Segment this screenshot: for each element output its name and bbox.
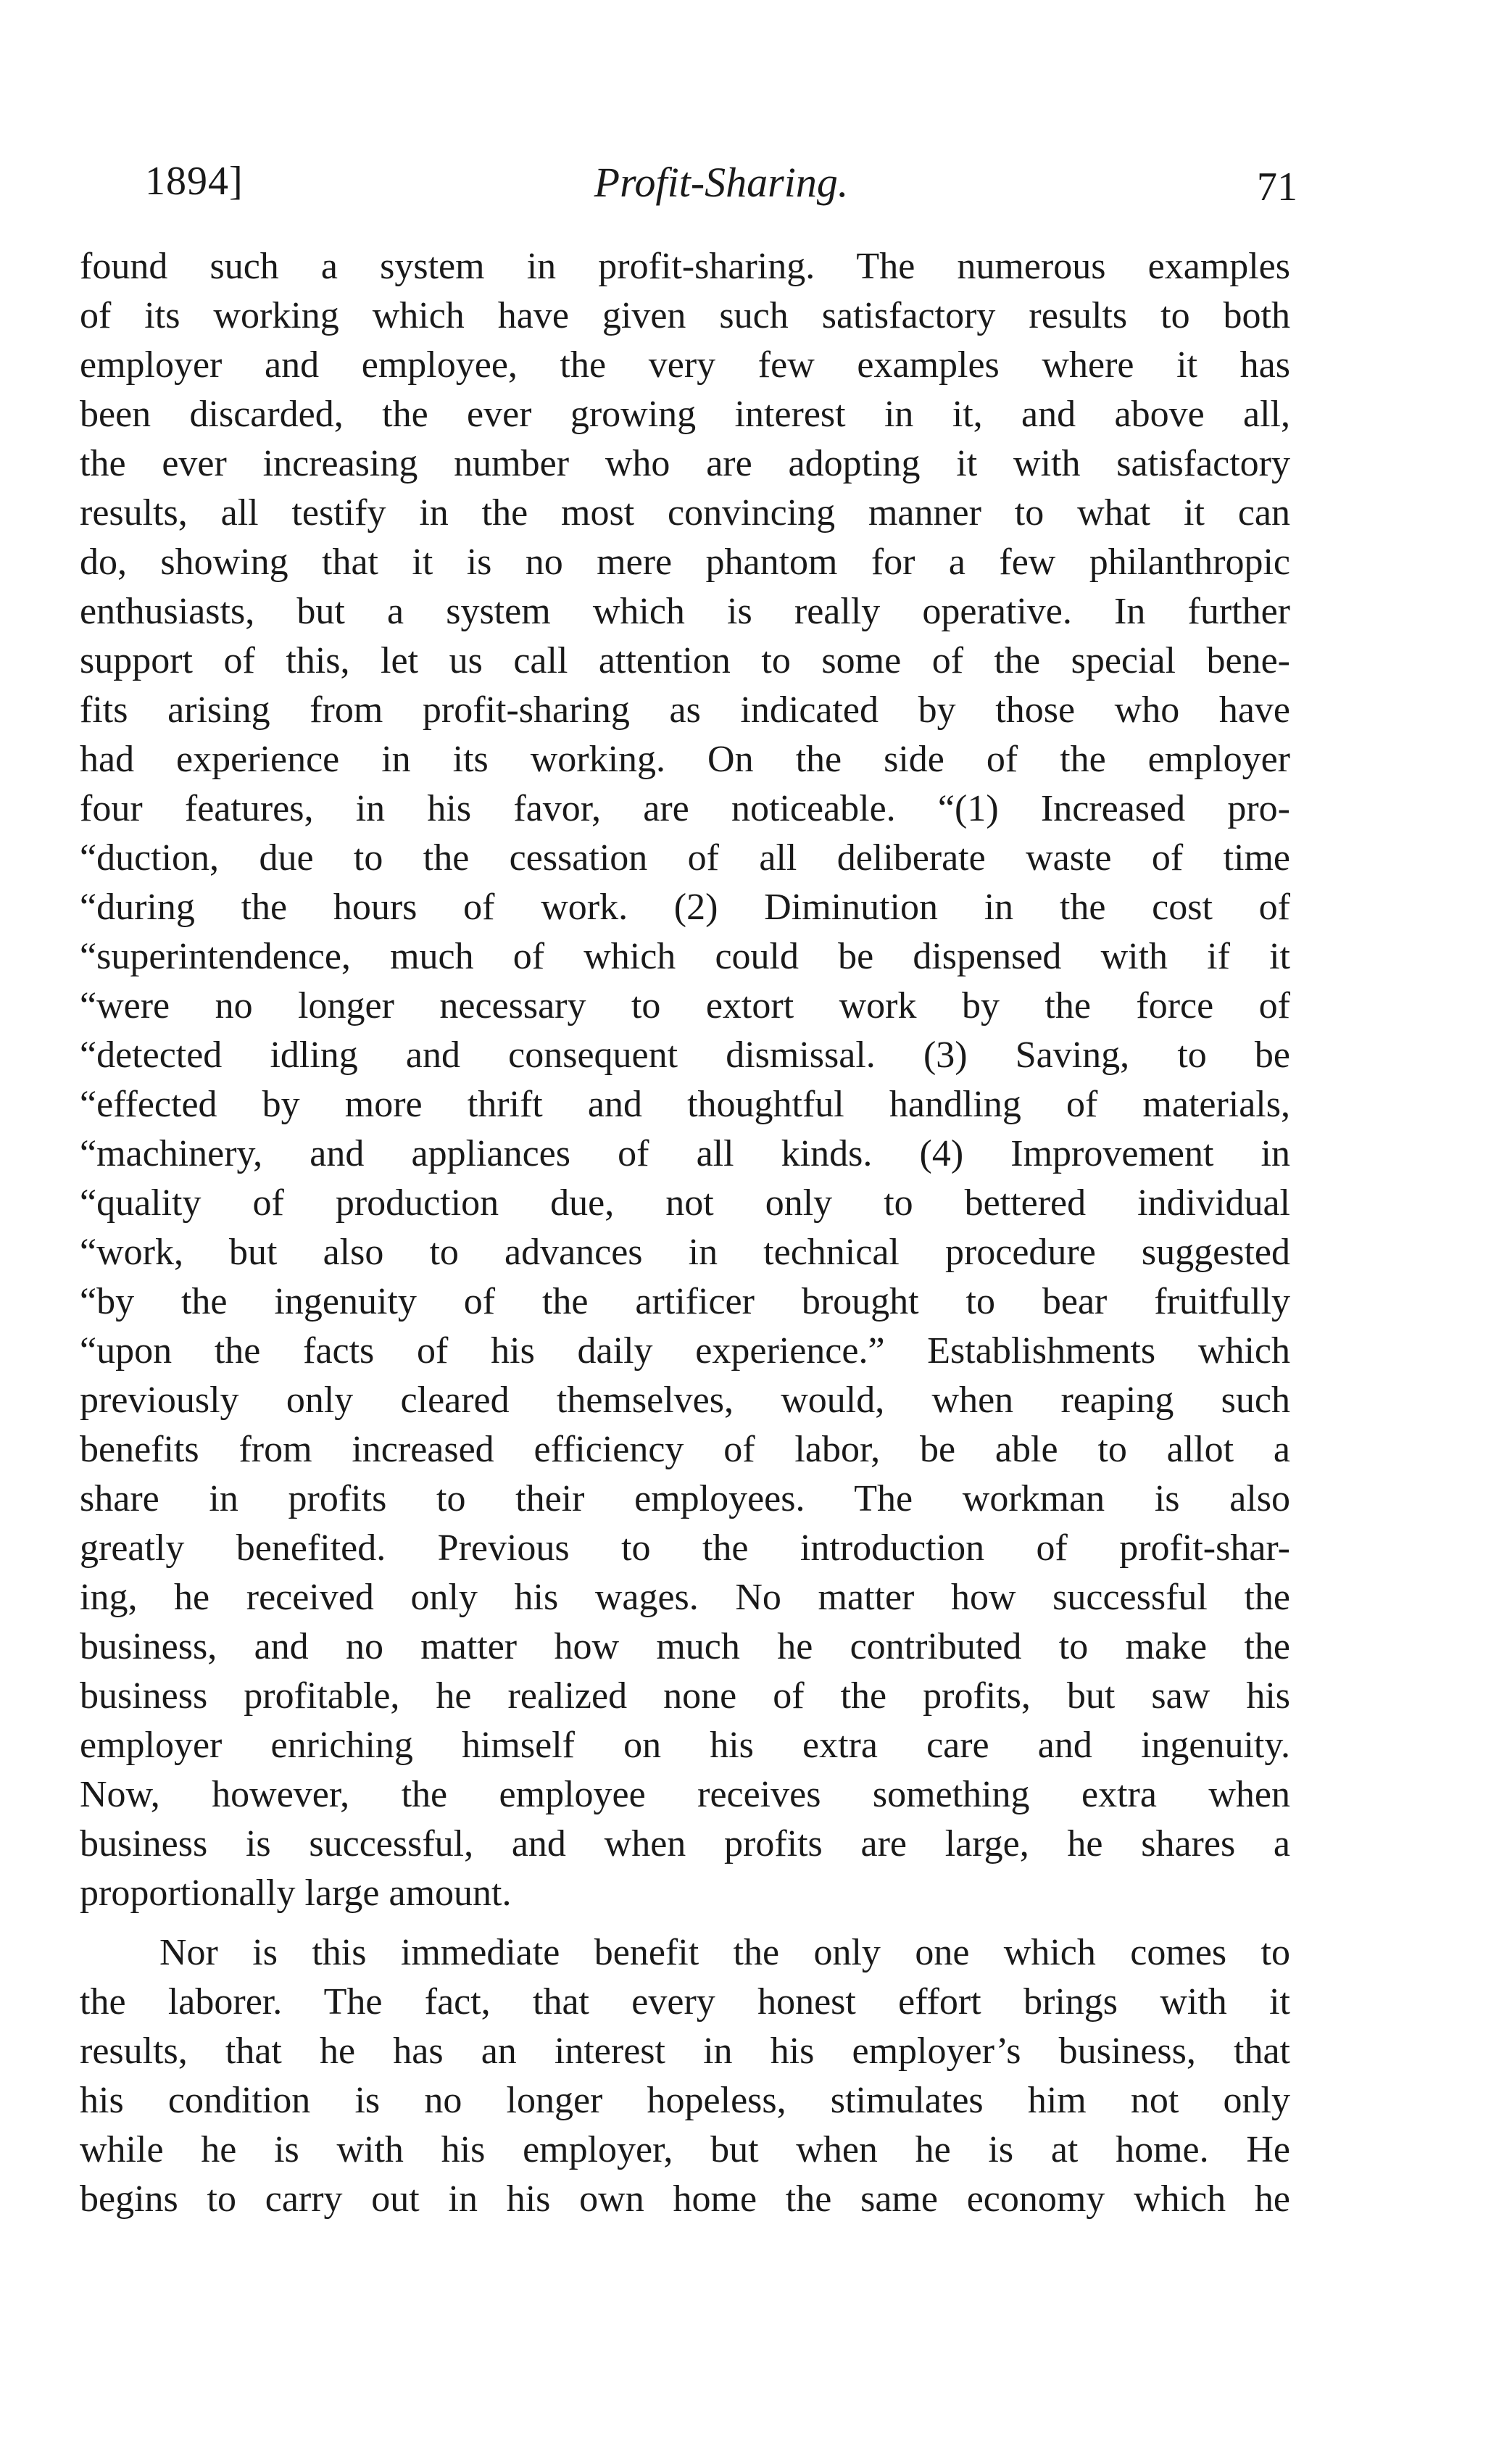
text-line: “duction, due to the cessation of all deliberate waste of time [80, 837, 1290, 879]
text-line: “by the ingenuity of the artificer brought to bear fruitfully [80, 1281, 1290, 1322]
page-number: 71 [1257, 165, 1297, 210]
text-line: the laborer. The fact, that every honest effort brings with it [80, 1981, 1290, 2023]
text-line: “were no longer necessary to extort work by the force of [80, 985, 1290, 1026]
body-text [80, 242, 1290, 2224]
text-line: been discarded, the ever growing interest in it, and above all, [80, 394, 1290, 435]
text-line: “machinery, and appliances of all kinds. (4) Improvement in [80, 1133, 1290, 1174]
text-line: benefits from increased efficiency of labor, be able to allot a [80, 1429, 1290, 1470]
text-line: four features, in his favor, are noticeable. “(1) Increased pro- [80, 788, 1290, 829]
paragraph [80, 1928, 1290, 2224]
text-line: “upon the facts of his daily experience.” Establishments which [80, 1330, 1290, 1372]
text-line: do, showing that it is no mere phantom for a few philanthropic [80, 542, 1290, 583]
text-line: of its working which have given such satisfactory results to both [80, 295, 1290, 336]
text-line: business is successful, and when profits are large, he shares a [80, 1823, 1290, 1864]
text-line: “quality of production due, not only to bettered individual [80, 1182, 1290, 1224]
text-line: business profitable, he realized none of the profits, but saw his [80, 1675, 1290, 1717]
text-line: found such a system in profit-sharing. The numerous examples [80, 246, 1290, 287]
text-line: employer enriching himself on his extra care and ingenuity. [80, 1725, 1290, 1766]
text-line: “during the hours of work. (2) Diminution in the cost of [80, 887, 1290, 928]
text-line: had experience in its working. On the side of the employer [80, 739, 1290, 780]
text-line: “detected idling and consequent dismissal. (3) Saving, to be [80, 1034, 1290, 1076]
text-line: proportionally large amount. [80, 1872, 512, 1914]
text-line: the ever increasing number who are adopting it with satisfactory [80, 443, 1290, 484]
text-line: results, that he has an interest in his employer’s business, that [80, 2030, 1290, 2072]
text-line: support of this, let us call attention to some of the special bene- [80, 640, 1290, 681]
text-line: business, and no matter how much he contributed to make the [80, 1626, 1290, 1667]
running-title: Profit-Sharing. [594, 159, 849, 206]
text-line: ing, he received only his wages. No matter how successful the [80, 1577, 1290, 1618]
text-line: greatly benefited. Previous to the introduction of profit-shar- [80, 1527, 1290, 1569]
text-line: “superintendence, much of which could be dispensed with if it [80, 936, 1290, 977]
text-line: his condition is no longer hopeless, stimulates him not only [80, 2080, 1290, 2121]
text-line: Now, however, the employee receives something extra when [80, 1774, 1290, 1815]
text-line: results, all testify in the most convincing manner to what it can [80, 492, 1290, 534]
text-line: begins to carry out in his own home the same economy which he [80, 2178, 1290, 2220]
header-year: 1894] [145, 159, 244, 204]
text-line: “work, but also to advances in technical procedure suggested [80, 1232, 1290, 1273]
text-line: “effected by more thrift and thoughtful handling of materials, [80, 1084, 1290, 1125]
text-line: previously only cleared themselves, would, when reaping such [80, 1380, 1290, 1421]
text-line: employer and employee, the very few examples where it has [80, 344, 1290, 386]
text-line: share in profits to their employees. The workman is also [80, 1478, 1290, 1519]
paragraph [80, 242, 1290, 1918]
page-header [145, 158, 1297, 216]
paragraph-gap [80, 1918, 1290, 1928]
text-line: while he is with his employer, but when he is at home. He [80, 2129, 1290, 2170]
text-line: fits arising from profit-sharing as indicated by those who have [80, 689, 1290, 731]
text-line: enthusiasts, but a system which is really operative. In further [80, 591, 1290, 632]
text-line: Nor is this immediate benefit the only one which comes to [159, 1932, 1290, 1973]
